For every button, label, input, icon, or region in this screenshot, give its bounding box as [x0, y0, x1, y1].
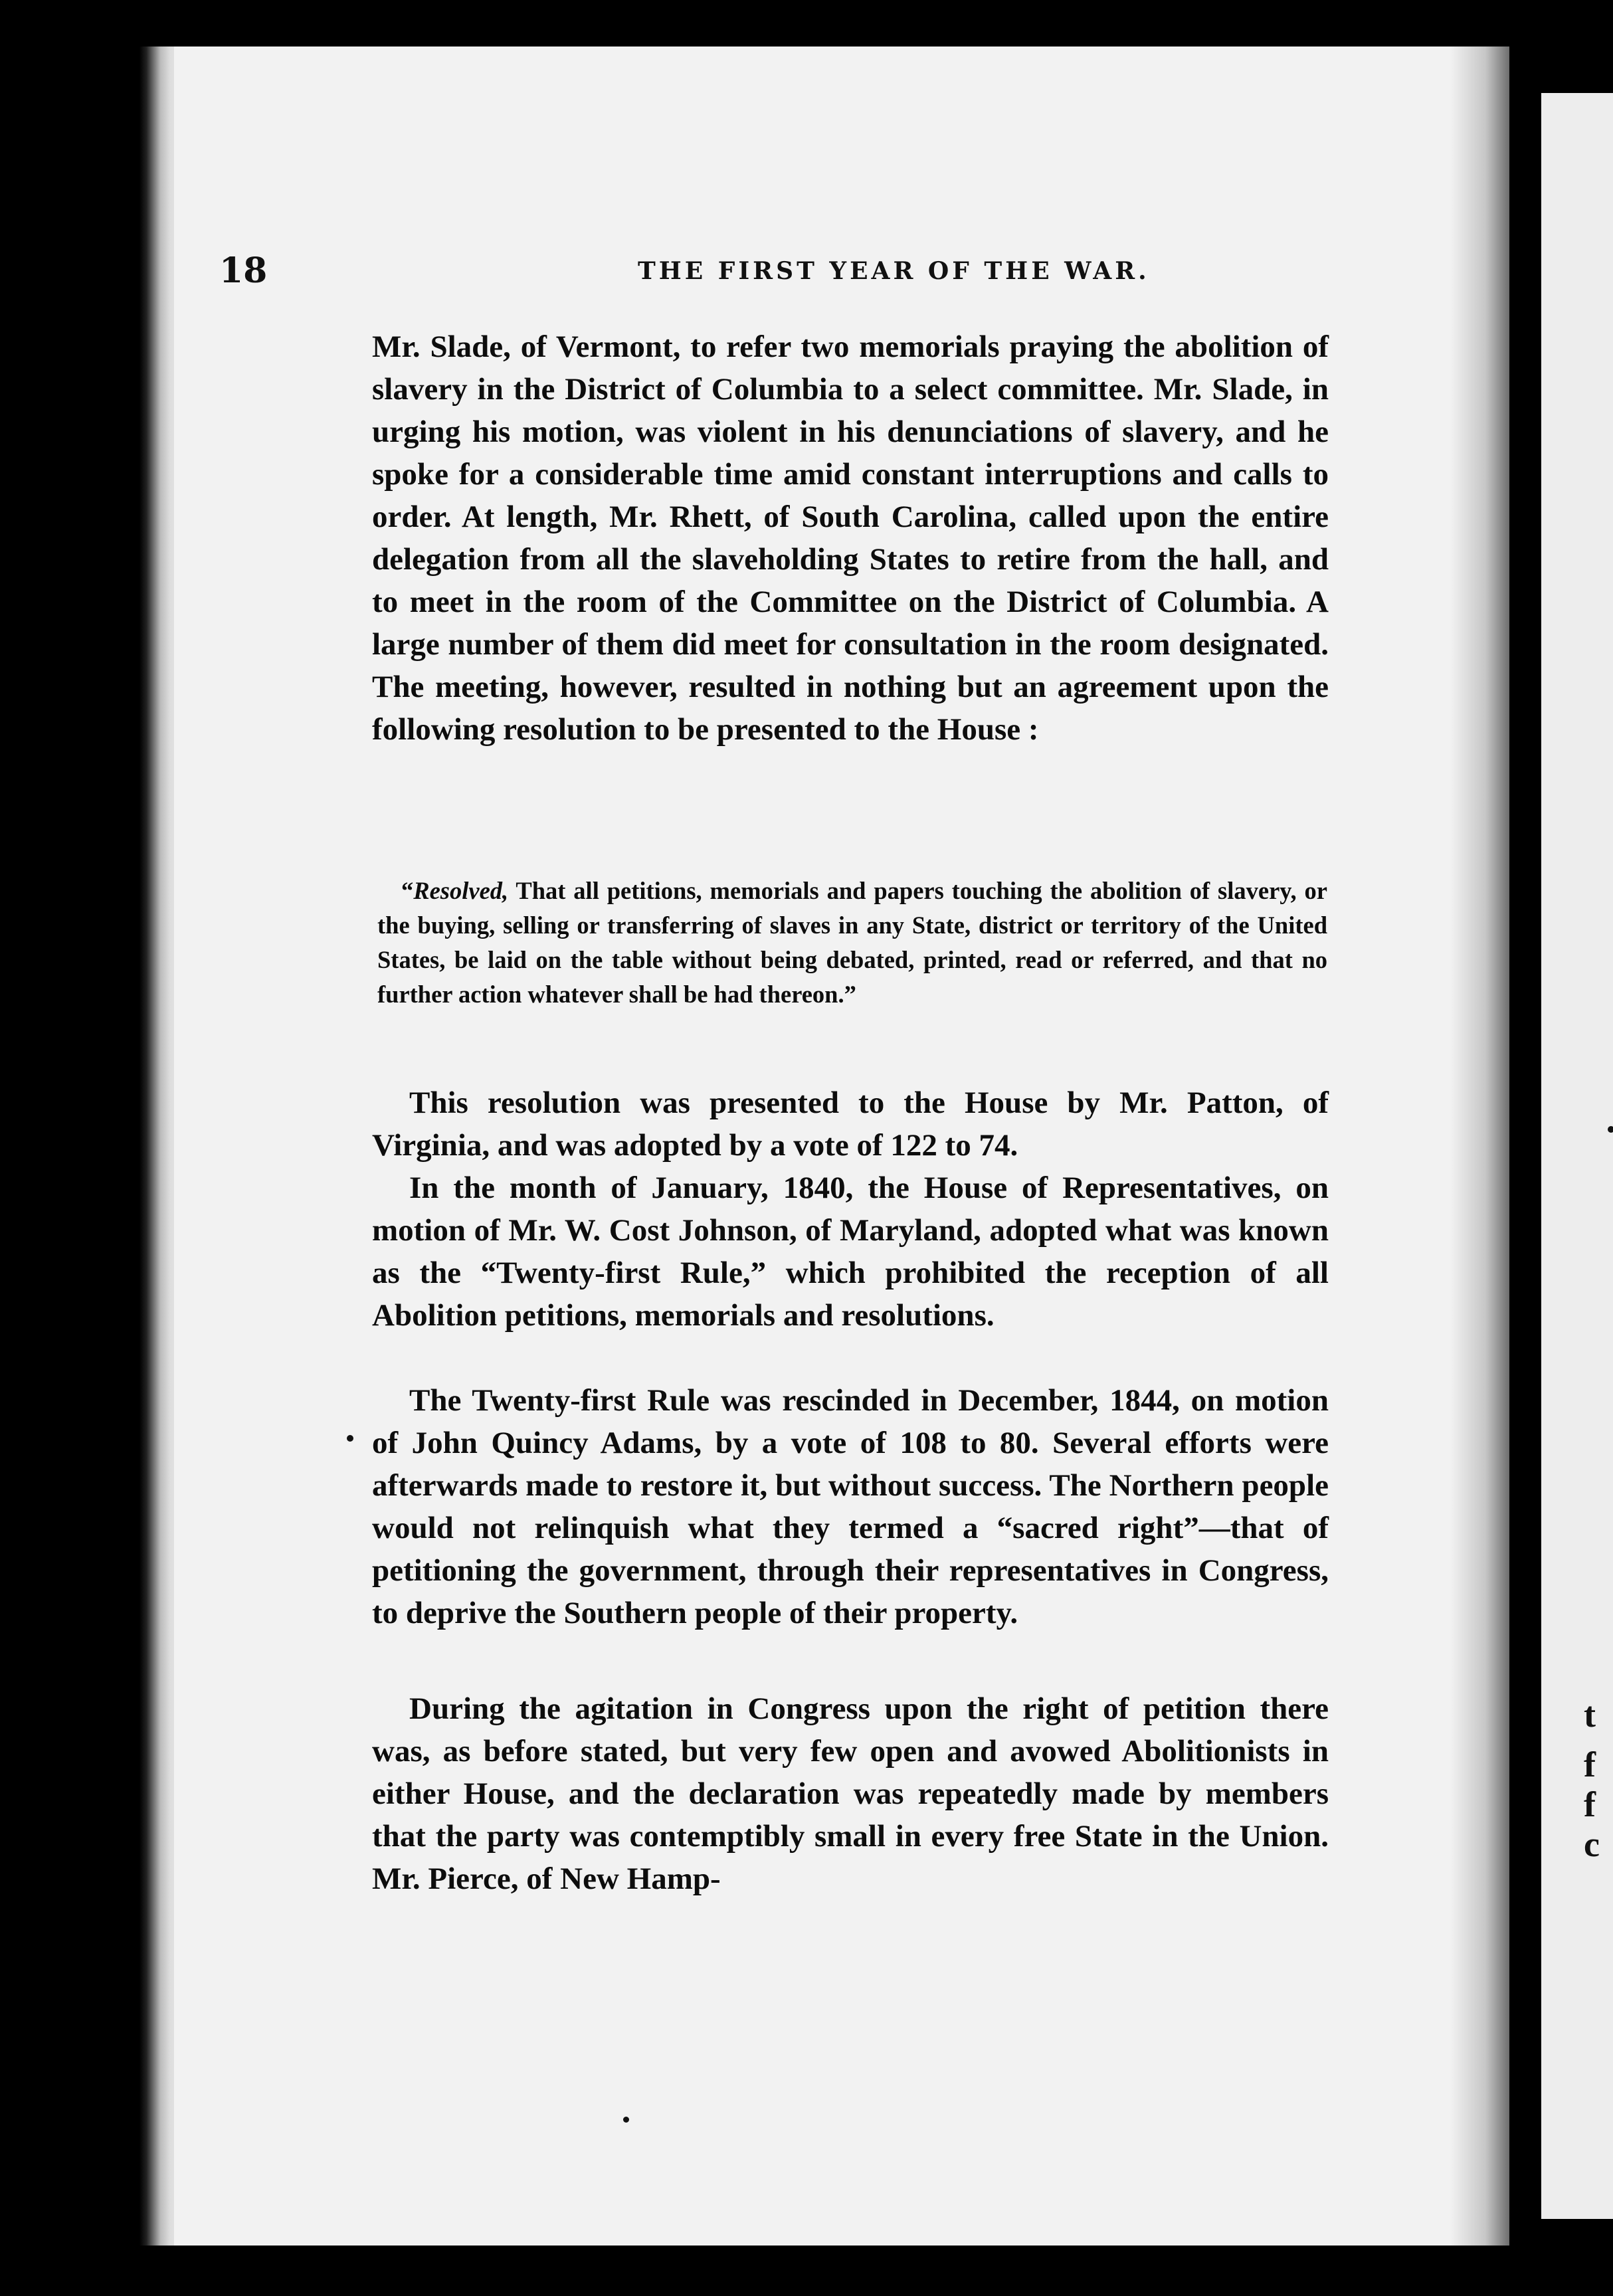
resolved-label: Resolved,: [413, 877, 509, 904]
paragraph-text: In the month of January, 1840, the House of Representatives, on motion of Mr. W. Cost Johnson, of Maryland, adopted what was known as the “Twenty-first Rule,” which prohibited the reception of all Abolition petitions, memorials and resolutions.: [372, 1171, 1329, 1333]
resolution-text: That all petitions, memorials and papers touching the abolition of slavery, or the buying, selling or transferring of slaves in any State, district or territory of the United States, be laid on the table without being debated, printed, read or referred, and that no further action whatever shall be had thereon.”: [377, 877, 1327, 1008]
adjacent-page-strip: [1541, 93, 1613, 2219]
adjacent-page-fragment: f: [1584, 1784, 1596, 1824]
adjacent-page-fragment: c: [1584, 1824, 1600, 1864]
adjacent-page-fragment: t: [1584, 1695, 1596, 1735]
quote-open-mark: “: [401, 877, 414, 904]
paragraph-text: This resolution was presented to the House by Mr. Patton, of Virginia, and was adopted by a vote of 122 to 74.: [372, 1086, 1329, 1163]
paragraph-rescinded: [372, 1379, 1329, 1634]
running-head-title: THE FIRST YEAR OF THE WAR.: [638, 257, 1150, 285]
paragraph-agitation: [372, 1687, 1329, 1900]
ink-speck: [1608, 1126, 1613, 1133]
paragraph-text: Mr. Slade, of Vermont, to refer two memorials praying the abolition of slavery in the District of Columbia to a select committee. Mr. Slade, in urging his motion, was violent in his denunciations of slavery, and he spoke for a considerable time amid constant interruptions and calls to order. At length, Mr. Rhett, of South Carolina, called upon the entire delegation from all the slaveholding States to retire from the hall, and to meet in the room of the Committee on the District of Columbia. A large number of them did meet for consultation in the room designated. The meeting, however, resulted in nothing but an agreement upon the following resolution to be presented to the House :: [372, 330, 1329, 747]
resolution-quote: [377, 874, 1327, 1012]
page-number: 18: [219, 250, 268, 291]
paragraph-text: The Twenty-first Rule was rescinded in December, 1844, on motion of John Quincy Adams, by a vote of 108 to 80. Several efforts were afterwards made to restore it, but without success. The Northern people would not relinquish what they termed a “sacred right”—that of petitioning the government, through their representatives in Congress, to deprive the Southern people of their property.: [372, 1383, 1329, 1630]
ink-speck: [347, 1435, 353, 1442]
adjacent-page-fragment: f: [1584, 1745, 1596, 1784]
ink-speck: [623, 2117, 629, 2123]
paragraph-patton: [372, 1082, 1329, 1167]
page-gutter-shadow: [1450, 47, 1509, 2246]
paragraph-text: During the agitation in Congress upon the right of petition there was, as before stated, but very few open and avowed Abolitionists in either House, and the declaration was repeatedly made by members that the party was contemptibly small in every free State in the Union. Mr. Pierce, of New Hamp-: [372, 1691, 1329, 1896]
paragraph-twenty-first-rule: [372, 1167, 1329, 1337]
paragraph-continued: [372, 326, 1329, 751]
